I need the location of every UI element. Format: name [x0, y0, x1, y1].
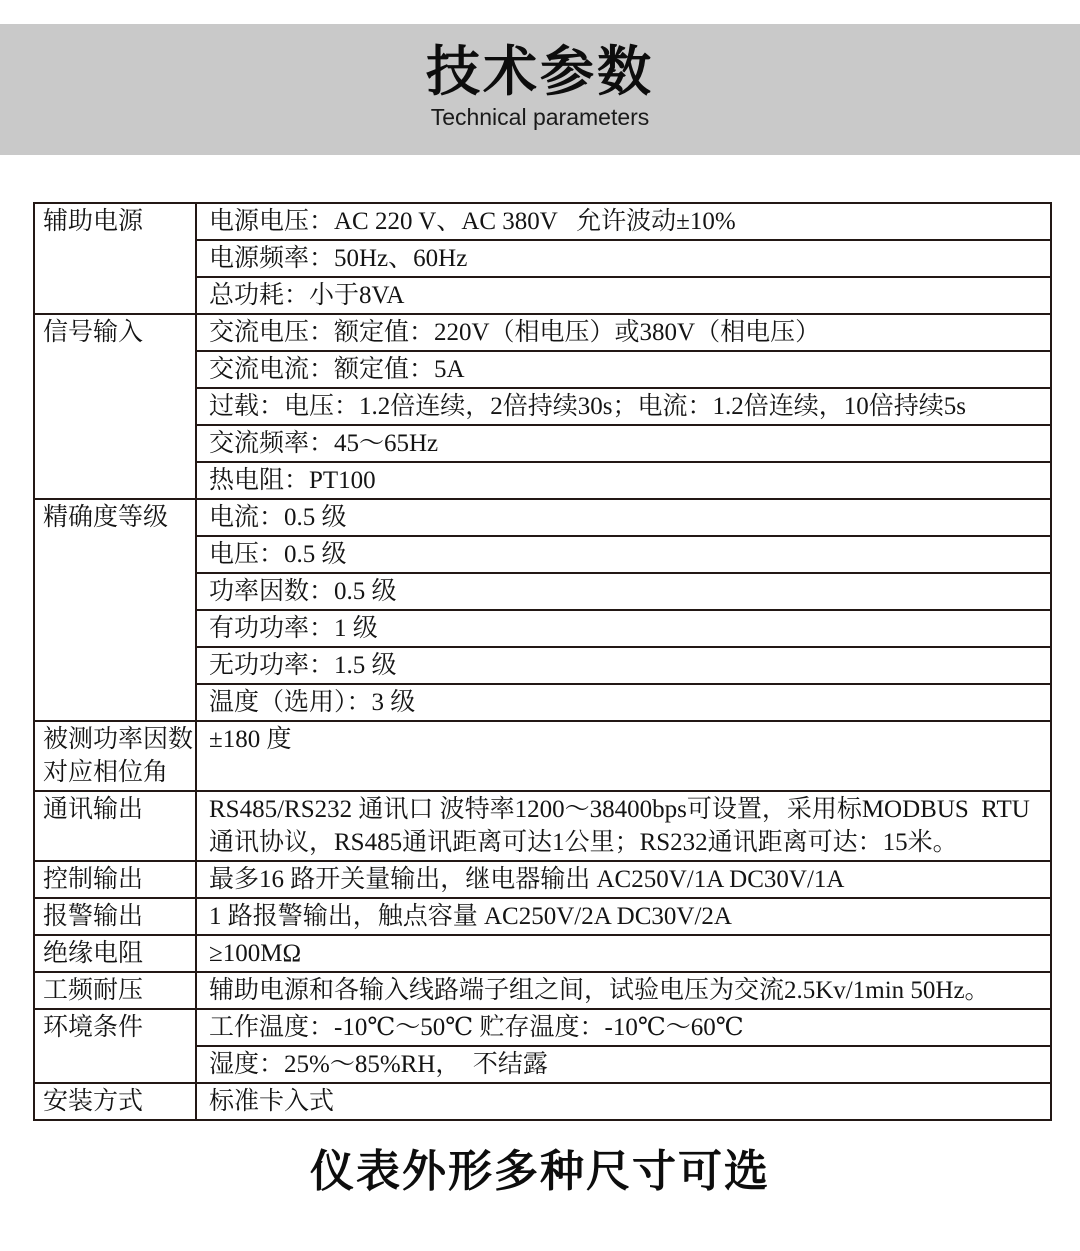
spec-section-label [34, 314, 196, 499]
spec-cell: 工作温度：-10℃～50℃ 贮存温度：-10℃～60℃ [196, 1009, 1051, 1046]
page-title: 技术参数 [426, 42, 654, 102]
spec-cell: ±180 度 [196, 721, 1051, 791]
spec-cell: 交流电流：额定值：5A [196, 351, 1051, 388]
table-row [34, 499, 1051, 536]
spec-section-label-line: 对应相位角 [43, 759, 169, 786]
spec-section-label-line: 通讯输出 [43, 796, 144, 823]
spec-section-label-line: 控制输出 [43, 866, 144, 893]
table-row [34, 1083, 1051, 1120]
table-row [34, 314, 1051, 351]
table-row [34, 972, 1051, 1009]
spec-section-label-line: 辅助电源 [43, 208, 144, 235]
spec-section-label [34, 898, 196, 935]
table-row [34, 1009, 1051, 1046]
spec-cell: 交流电压：额定值：220V（相电压）或380V（相电压） [196, 314, 1051, 351]
spec-section-label-line: 被测功率因数 [43, 726, 194, 753]
spec-section-label [34, 721, 196, 791]
spec-section-label-line: 环境条件 [43, 1014, 144, 1041]
spec-cell: 最多16 路开关量输出，继电器输出 AC250V/1A DC30V/1A [196, 861, 1051, 898]
spec-section-label [34, 972, 196, 1009]
spec-cell: 电压：0.5 级 [196, 536, 1051, 573]
spec-cell: 有功功率：1 级 [196, 610, 1051, 647]
table-row [34, 721, 1051, 791]
spec-cell: 标准卡入式 [196, 1083, 1051, 1120]
spec-section-label [34, 861, 196, 898]
spec-cell: RS485/RS232 通讯口 波特率1200～38400bps可设置，采用标MODBUS RTU通讯协议，RS485通讯距离可达1公里；RS232通讯距离可达：15米。 [196, 791, 1051, 861]
spec-cell: 交流频率：45～65Hz [196, 425, 1051, 462]
spec-table [33, 202, 1052, 1121]
spec-section-label-line: 信号输入 [43, 319, 144, 346]
table-row [34, 898, 1051, 935]
spec-cell: ≥100MΩ [196, 935, 1051, 972]
table-row [34, 791, 1051, 861]
spec-cell: 功率因数：0.5 级 [196, 573, 1051, 610]
spec-cell: 电流：0.5 级 [196, 499, 1051, 536]
spec-cell: 总功耗：小于8VA [196, 277, 1051, 314]
spec-section-label [34, 1009, 196, 1083]
table-row [34, 935, 1051, 972]
spec-section-label-line: 工频耐压 [43, 977, 144, 1004]
spec-section-label [34, 791, 196, 861]
spec-section-label-line: 精确度等级 [43, 504, 169, 531]
spec-cell: 1 路报警输出，触点容量 AC250V/2A DC30V/2A [196, 898, 1051, 935]
spec-section-label [34, 935, 196, 972]
spec-section-label [34, 1083, 196, 1120]
spec-cell: 辅助电源和各输入线路端子组之间，试验电压为交流2.5Kv/1min 50Hz。 [196, 972, 1051, 1009]
spec-cell: 温度（选用）：3 级 [196, 684, 1051, 721]
spec-cell: 电源频率：50Hz、60Hz [196, 240, 1051, 277]
spec-cell: 过载：电压：1.2倍连续，2倍持续30s；电流：1.2倍连续，10倍持续5s [196, 388, 1051, 425]
header-band [0, 24, 1080, 155]
footer-title: 仪表外形多种尺寸可选 [310, 1147, 770, 1196]
table-row [34, 203, 1051, 240]
spec-cell: 无功功率：1.5 级 [196, 647, 1051, 684]
spec-section-label-line: 安装方式 [43, 1088, 144, 1115]
spec-table-body [34, 203, 1051, 1120]
spec-section-label [34, 203, 196, 314]
spec-section-label-line: 报警输出 [43, 903, 144, 930]
spec-cell: 电源电压：AC 220 V、AC 380V 允许波动±10% [196, 203, 1051, 240]
page-subtitle: Technical parameters [430, 104, 650, 130]
spec-cell: 湿度：25%～85%RH， 不结露 [196, 1046, 1051, 1083]
spec-cell: 热电阻：PT100 [196, 462, 1051, 499]
spec-section-label-line: 绝缘电阻 [43, 940, 144, 967]
spec-section-label [34, 499, 196, 721]
table-row [34, 861, 1051, 898]
